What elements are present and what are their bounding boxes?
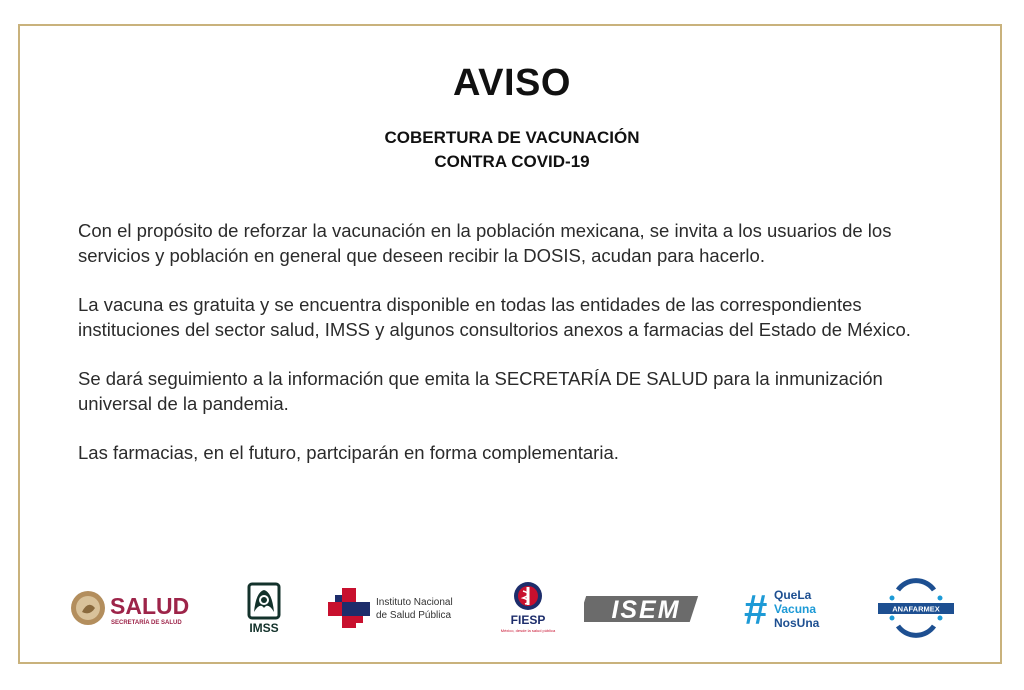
- notice-body: [78, 218, 958, 489]
- imss-eagle-icon: [249, 584, 279, 618]
- fiesp-emblem-icon: [514, 582, 542, 610]
- insp-line-2: de Salud Pública: [376, 610, 452, 621]
- mexico-seal-icon: [71, 591, 105, 625]
- anafarmex-logo: [876, 578, 960, 638]
- imss-name: IMSS: [249, 621, 279, 635]
- insp-logo: [328, 578, 463, 638]
- insp-line-1: Instituto Nacional: [376, 597, 453, 608]
- salud-logo: [68, 578, 203, 638]
- fiesp-name: FIESP: [510, 613, 546, 627]
- fiesp-tagline: México, desde la salud pública: [500, 628, 556, 633]
- fiesp-logo: [496, 578, 560, 638]
- anafarmex-name: ANAFARMEX: [892, 604, 940, 614]
- quelavacuna-logo: [744, 578, 844, 638]
- quelavacuna-line-3: NosUna: [774, 616, 820, 630]
- salud-tagline: SECRETARÍA DE SALUD: [111, 620, 182, 626]
- imss-logo: [242, 578, 286, 638]
- insp-cross-icon: [328, 588, 370, 628]
- paragraph-3: Se dará seguimiento a la información que emita la SECRETARÍA DE SALUD para la inmunización universal de la pandemia.: [78, 368, 883, 414]
- quelavacuna-line-2: Vacuna: [774, 602, 817, 616]
- isem-name: ISEM: [611, 596, 681, 624]
- notice-subtitle: [0, 126, 1024, 174]
- isem-logo: [584, 578, 709, 638]
- hashtag-icon: #: [744, 586, 768, 633]
- subtitle-line-2: CONTRA COVID-19: [434, 152, 590, 171]
- paragraph-4: Las farmacias, en el futuro, partciparán en forma complementaria.: [78, 442, 619, 463]
- notice-title: AVISO: [453, 62, 571, 104]
- paragraph-2: La vacuna es gratuita y se encuentra disponible en todas las entidades de las correspondientes instituciones del sector salud, IMSS y algunos consultorios anexos a farmacias del Estado de México.: [78, 294, 911, 340]
- salud-name: SALUD: [110, 593, 190, 619]
- logo-strip: [60, 578, 970, 638]
- quelavacuna-line-1: QueLa: [774, 588, 812, 602]
- subtitle-line-1: COBERTURA DE VACUNACIÓN: [384, 128, 640, 147]
- paragraph-1: Con el propósito de reforzar la vacunación en la población mexicana, se invita a los usuarios de los servicios y población en general que deseen recibir la DOSIS, acudan para hacerlo.: [78, 220, 892, 266]
